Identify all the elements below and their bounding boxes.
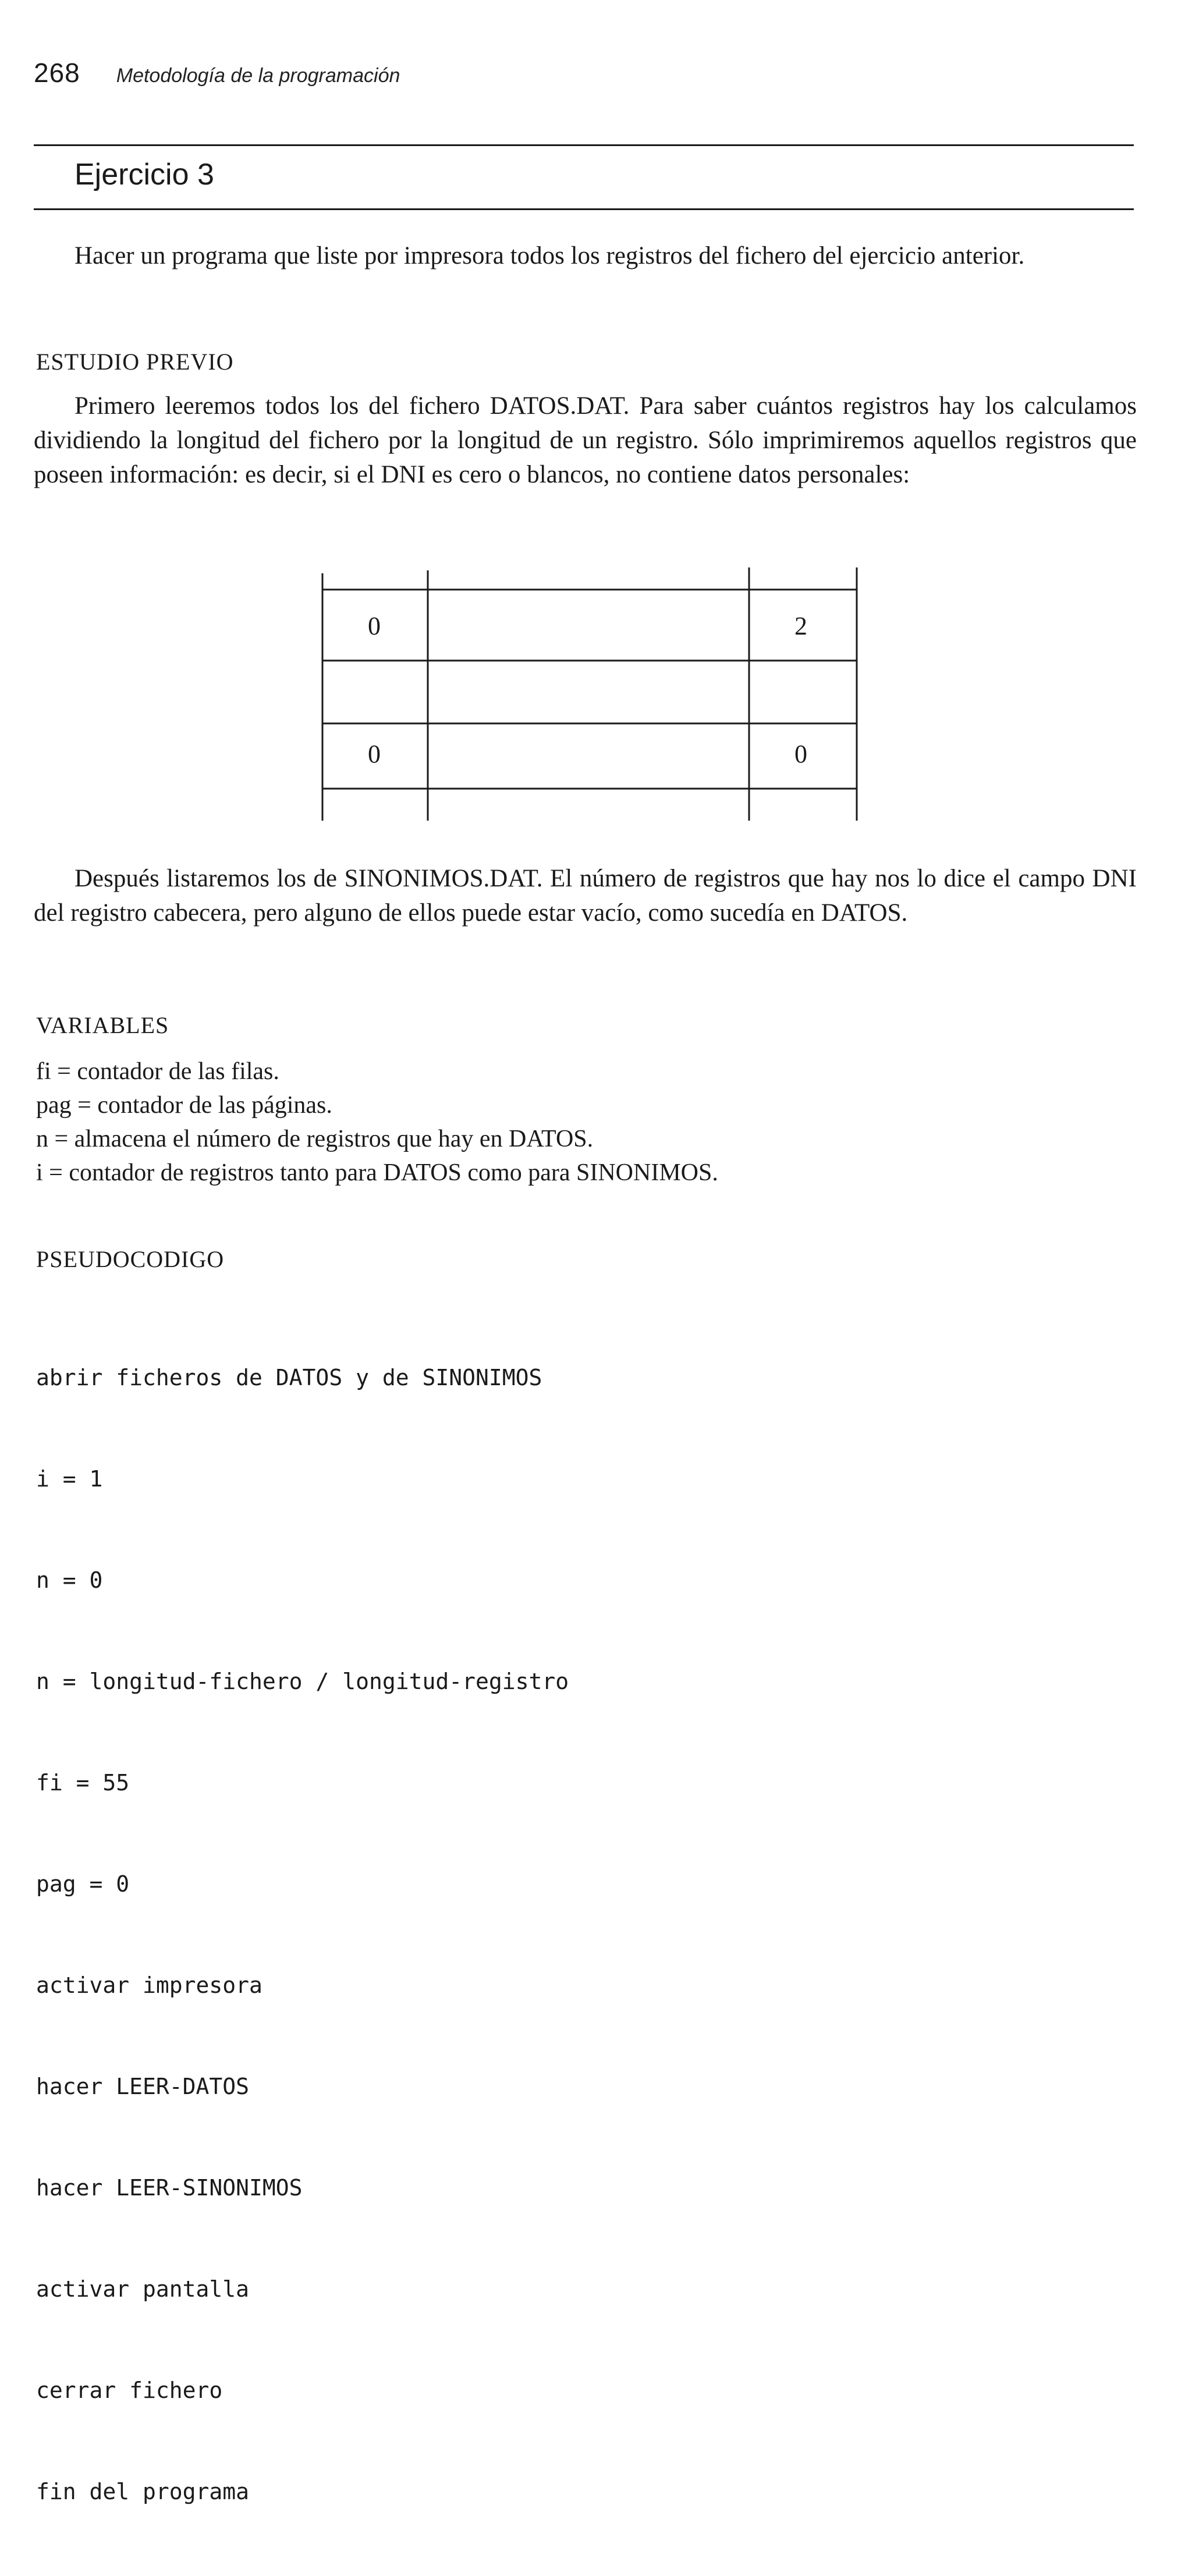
cell-row1-right: 2 [794,612,807,640]
code-line: cerrar fichero [36,2378,223,2403]
running-title: Metodología de la programación [116,65,400,87]
code-line: abrir ficheros de DATOS y de SINONIMOS [36,1365,542,1390]
sinonimos-paragraph: Después listaremos los de SINONIMOS.DAT. El número de registros que hay nos lo dice el campo DNI del registro cabecera, pero alguno de ellos puede estar vacío, como sucedía en DATOS. [34,865,1137,927]
cell-row3-right: 0 [794,740,807,768]
title-rule-top [34,144,1134,146]
record-table-diagram [320,556,861,824]
code-line: pag = 0 [36,1871,130,1897]
estudio-paragraph: Primero leeremos todos los del fichero DATOS.DAT. Para saber cuántos registros hay los calculamos dividiendo la longitud del fichero por la longitud de un registro. Sólo imprimiremos aquellos registros que poseen información: es decir, si el DNI es cero o blancos, no contiene datos personales: [34,392,1137,488]
variable-item: fi = contador de las filas. [36,1058,279,1085]
page-header [34,57,400,88]
heading-estudio-previo: ESTUDIO PREVIO [36,349,234,375]
variables-list [36,1055,718,1190]
code-line: activar impresora [36,1972,262,1998]
code-line: n = longitud-fichero / longitud-registro [36,1669,569,1694]
code-line: fi = 55 [36,1770,130,1796]
cell-row1-left: 0 [368,612,381,640]
pseudocode-block [36,1293,569,2576]
intro-paragraph: Hacer un programa que liste por impresora todos los registros del fichero del ejercicio anterior. [74,242,1025,269]
code-line: activar pantalla [36,2276,250,2302]
code-line: hacer LEER-SINONIMOS [36,2175,303,2201]
record-table-svg [320,556,861,824]
code-line: i = 1 [36,1466,103,1492]
title-rule-bottom [34,208,1134,210]
code-line: hacer LEER-DATOS [36,2074,250,2099]
variable-item: i = contador de registros tanto para DATOS como para SINONIMOS. [36,1159,718,1186]
exercise-title: Ejercicio 3 [74,158,214,191]
page-number: 268 [34,58,80,88]
variable-item: pag = contador de las páginas. [36,1092,332,1119]
variable-item: n = almacena el número de registros que hay en DATOS. [36,1126,594,1152]
heading-pseudocodigo: PSEUDOCODIGO [36,1246,225,1272]
code-line: fin del programa [36,2479,250,2504]
code-line: n = 0 [36,1567,103,1593]
heading-variables: VARIABLES [36,1012,169,1038]
cell-row3-left: 0 [368,740,381,768]
